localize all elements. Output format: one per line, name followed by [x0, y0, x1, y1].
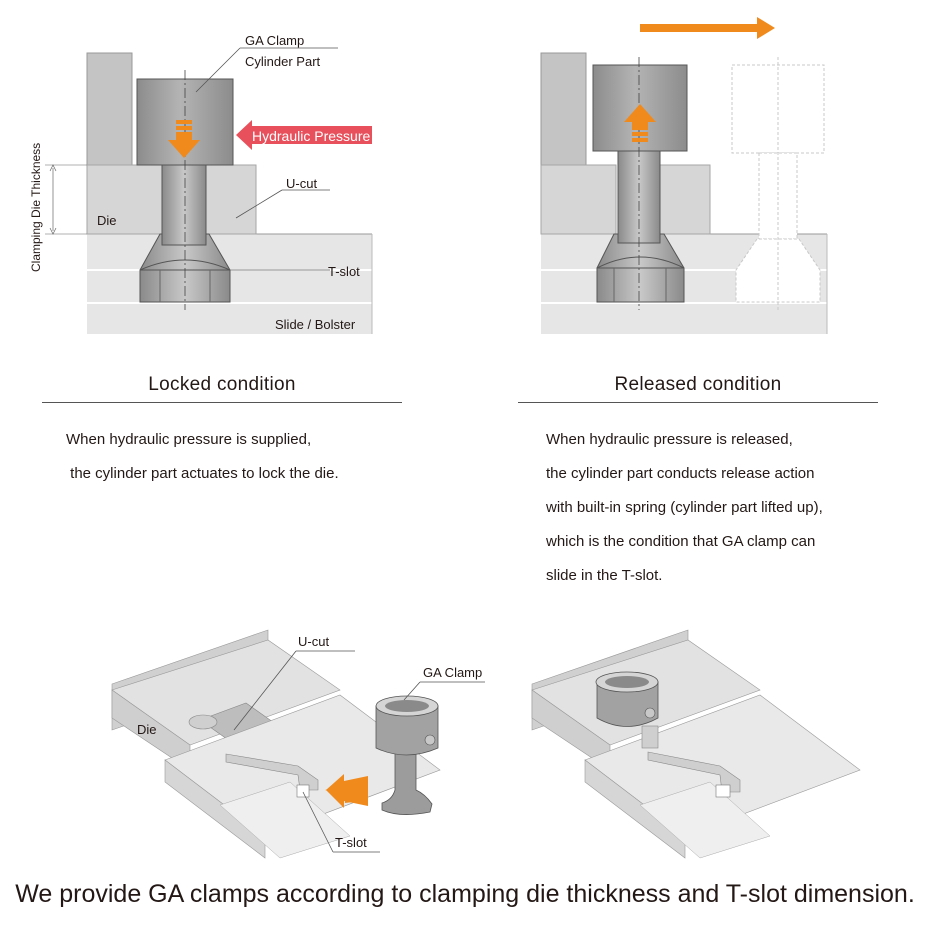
ga-clamp-3d-installed: [596, 672, 658, 727]
footer-caption: We provide GA clamps according to clamping die thickness and T-slot dimension.: [15, 880, 915, 908]
released-line: slide in the T-slot.: [546, 567, 663, 584]
die-label: Die: [97, 213, 117, 228]
u-cut-label: U-cut: [286, 176, 318, 191]
ga-clamp-label-3d: GA Clamp: [423, 665, 483, 680]
released-heading: Released condition: [614, 374, 782, 395]
t-slot-label: T-slot: [328, 264, 360, 279]
u-cut-label-3d: U-cut: [298, 634, 330, 649]
clamping-die-thickness-label: Clamping Die Thickness: [29, 142, 43, 272]
released-line: When hydraulic pressure is released,: [546, 431, 793, 448]
released-line: which is the condition that GA clamp can: [546, 533, 816, 550]
locked-line: the cylinder part actuates to lock the die.: [66, 465, 339, 482]
slide-bolster-label: Slide / Bolster: [275, 317, 356, 332]
ga-clamp-label: GA Clamp: [245, 33, 305, 48]
locked-line: When hydraulic pressure is supplied,: [66, 431, 312, 448]
cylinder-part-label: Cylinder Part: [245, 54, 321, 69]
locked-heading: Locked condition: [148, 374, 296, 395]
released-line: the cylinder part conducts release action: [546, 465, 815, 482]
hydraulic-pressure-label: Hydraulic Pressure: [252, 128, 371, 144]
die-label-3d: Die: [137, 722, 157, 737]
t-slot-label-3d: T-slot: [335, 835, 367, 850]
released-line: with built-in spring (cylinder part lifted up),: [546, 499, 823, 516]
